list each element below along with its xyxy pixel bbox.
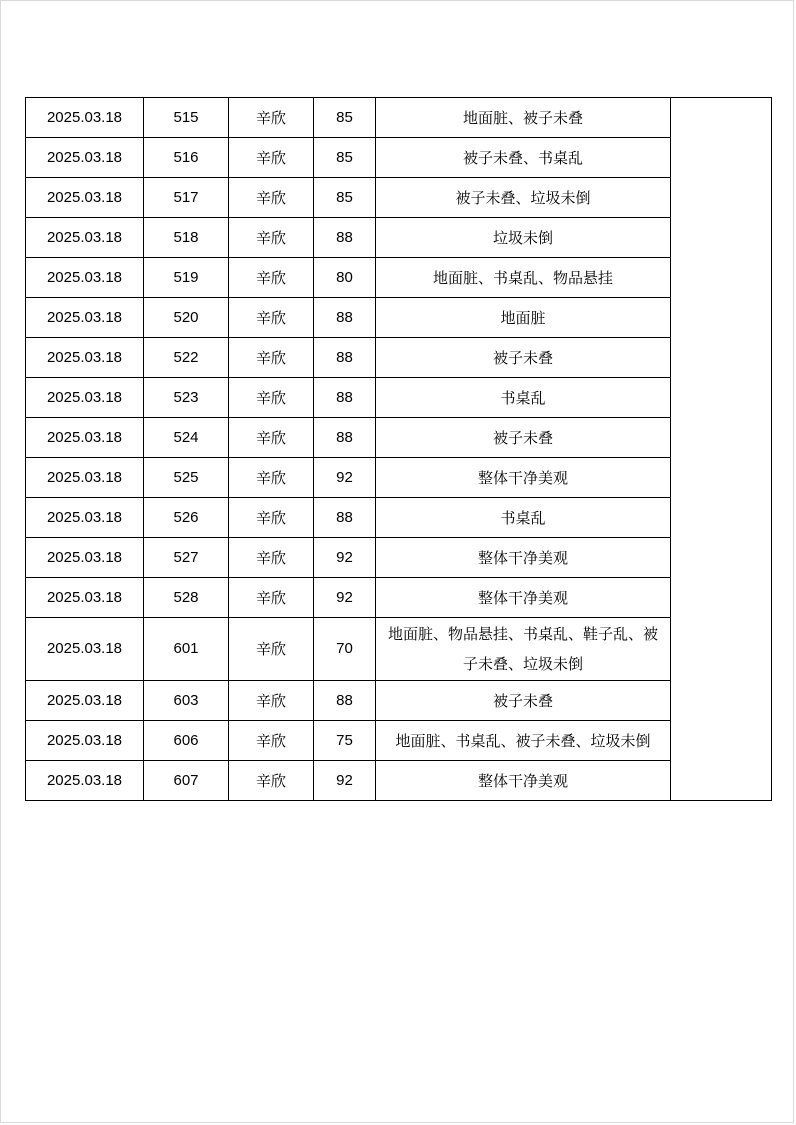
room-cell: 522 [144, 338, 229, 378]
room-cell: 607 [144, 761, 229, 801]
date-cell: 2025.03.18 [26, 538, 144, 578]
score-cell: 85 [314, 178, 376, 218]
table-row [26, 681, 772, 721]
issues-cell: 书桌乱 [376, 378, 671, 418]
date-cell: 2025.03.18 [26, 618, 144, 681]
dorm-inspection-table [25, 97, 772, 801]
room-cell: 516 [144, 138, 229, 178]
room-cell: 524 [144, 418, 229, 458]
score-cell: 92 [314, 578, 376, 618]
table-row [26, 458, 772, 498]
room-cell: 527 [144, 538, 229, 578]
score-cell: 85 [314, 98, 376, 138]
table-row [26, 298, 772, 338]
inspector-cell: 辛欣 [229, 218, 314, 258]
date-cell: 2025.03.18 [26, 418, 144, 458]
score-cell: 92 [314, 458, 376, 498]
issues-cell: 地面脏、书桌乱、物品悬挂 [376, 258, 671, 298]
inspector-cell: 辛欣 [229, 721, 314, 761]
inspector-cell: 辛欣 [229, 258, 314, 298]
table-row [26, 98, 772, 138]
inspector-cell: 辛欣 [229, 298, 314, 338]
score-cell: 70 [314, 618, 376, 681]
inspector-cell: 辛欣 [229, 138, 314, 178]
issues-cell: 被子未叠、垃圾未倒 [376, 178, 671, 218]
date-cell: 2025.03.18 [26, 258, 144, 298]
score-cell: 88 [314, 378, 376, 418]
date-cell: 2025.03.18 [26, 298, 144, 338]
table-row [26, 578, 772, 618]
table-row [26, 761, 772, 801]
inspector-cell: 辛欣 [229, 338, 314, 378]
room-cell: 603 [144, 681, 229, 721]
issues-cell: 书桌乱 [376, 498, 671, 538]
date-cell: 2025.03.18 [26, 138, 144, 178]
score-cell: 88 [314, 338, 376, 378]
date-cell: 2025.03.18 [26, 761, 144, 801]
table-row [26, 218, 772, 258]
score-cell: 80 [314, 258, 376, 298]
score-cell: 75 [314, 721, 376, 761]
date-cell: 2025.03.18 [26, 681, 144, 721]
inspector-cell: 辛欣 [229, 681, 314, 721]
issues-cell: 垃圾未倒 [376, 218, 671, 258]
inspector-cell: 辛欣 [229, 761, 314, 801]
issues-cell: 整体干净美观 [376, 538, 671, 578]
room-cell: 523 [144, 378, 229, 418]
table-row [26, 618, 772, 681]
room-cell: 525 [144, 458, 229, 498]
issues-cell: 地面脏、书桌乱、被子未叠、垃圾未倒 [376, 721, 671, 761]
date-cell: 2025.03.18 [26, 498, 144, 538]
date-cell: 2025.03.18 [26, 178, 144, 218]
date-cell: 2025.03.18 [26, 338, 144, 378]
issues-cell: 被子未叠 [376, 418, 671, 458]
issues-cell: 地面脏 [376, 298, 671, 338]
room-cell: 528 [144, 578, 229, 618]
inspector-cell: 辛欣 [229, 98, 314, 138]
score-cell: 88 [314, 498, 376, 538]
inspector-cell: 辛欣 [229, 378, 314, 418]
date-cell: 2025.03.18 [26, 458, 144, 498]
inspector-cell: 辛欣 [229, 538, 314, 578]
room-cell: 601 [144, 618, 229, 681]
remarks-cell [671, 98, 772, 801]
inspector-cell: 辛欣 [229, 418, 314, 458]
inspector-cell: 辛欣 [229, 618, 314, 681]
score-cell: 88 [314, 418, 376, 458]
score-cell: 85 [314, 138, 376, 178]
score-cell: 88 [314, 681, 376, 721]
score-cell: 92 [314, 538, 376, 578]
inspector-cell: 辛欣 [229, 498, 314, 538]
score-cell: 92 [314, 761, 376, 801]
score-cell: 88 [314, 218, 376, 258]
date-cell: 2025.03.18 [26, 218, 144, 258]
date-cell: 2025.03.18 [26, 98, 144, 138]
room-cell: 526 [144, 498, 229, 538]
room-cell: 519 [144, 258, 229, 298]
inspector-cell: 辛欣 [229, 578, 314, 618]
room-cell: 515 [144, 98, 229, 138]
table-row [26, 138, 772, 178]
issues-cell: 被子未叠 [376, 681, 671, 721]
issues-cell: 被子未叠、书桌乱 [376, 138, 671, 178]
issues-cell: 地面脏、物品悬挂、书桌乱、鞋子乱、被子未叠、垃圾未倒 [376, 618, 671, 681]
inspector-cell: 辛欣 [229, 178, 314, 218]
table-row [26, 378, 772, 418]
issues-cell: 整体干净美观 [376, 761, 671, 801]
room-cell: 518 [144, 218, 229, 258]
table-row [26, 498, 772, 538]
date-cell: 2025.03.18 [26, 378, 144, 418]
table-row [26, 258, 772, 298]
issues-cell: 整体干净美观 [376, 458, 671, 498]
room-cell: 517 [144, 178, 229, 218]
table-row [26, 721, 772, 761]
date-cell: 2025.03.18 [26, 721, 144, 761]
room-cell: 606 [144, 721, 229, 761]
table-row [26, 178, 772, 218]
issues-cell: 被子未叠 [376, 338, 671, 378]
table-row [26, 418, 772, 458]
room-cell: 520 [144, 298, 229, 338]
table-row [26, 538, 772, 578]
score-cell: 88 [314, 298, 376, 338]
issues-cell: 整体干净美观 [376, 578, 671, 618]
issues-cell: 地面脏、被子未叠 [376, 98, 671, 138]
inspector-cell: 辛欣 [229, 458, 314, 498]
date-cell: 2025.03.18 [26, 578, 144, 618]
table-row [26, 338, 772, 378]
